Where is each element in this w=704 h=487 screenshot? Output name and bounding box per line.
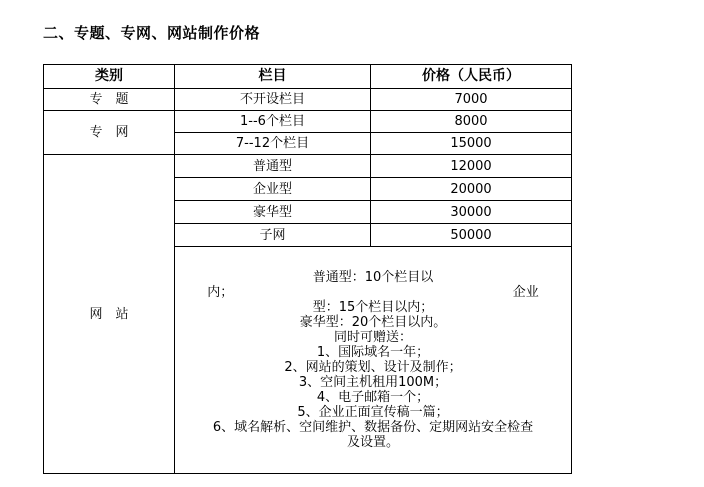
item-cell: 不开设栏目 [175, 89, 371, 111]
table-row [44, 155, 572, 178]
table-row [44, 89, 572, 111]
price-cell: 15000 [371, 133, 572, 155]
item-cell: 豪华型 [175, 201, 371, 224]
notes-line: 2、网站的策划、设计及制作； [284, 360, 462, 375]
price-cell: 50000 [371, 224, 572, 247]
notes-line: 普通型：10个栏目以 [312, 270, 434, 285]
notes-line: 豪华型：20个栏目以内。 [299, 315, 447, 330]
notes-line: 3、空间主机租用100M； [298, 375, 448, 390]
notes-line: 型：15个栏目以内； [312, 300, 434, 315]
table-row [44, 111, 572, 133]
header-price: 价格（人民币） [371, 65, 572, 89]
category-zhuanwang: 专 网 [44, 111, 175, 155]
item-cell: 1--6个栏目 [175, 111, 371, 133]
header-item: 栏目 [175, 65, 371, 89]
price-table [43, 64, 572, 474]
item-cell: 企业型 [175, 178, 371, 201]
header-category: 类别 [44, 65, 175, 89]
notes-line: 1、国际域名一年； [316, 345, 430, 360]
item-cell: 子网 [175, 224, 371, 247]
notes-line: 4、电子邮箱一个； [316, 390, 430, 405]
price-cell: 20000 [371, 178, 572, 201]
notes-line: 6、域名解析、空间维护、数据备份、定期网站安全检查 [212, 420, 534, 435]
item-cell: 7--12个栏目 [175, 133, 371, 155]
notes-line: 同时可赠送： [333, 330, 412, 345]
table-header-row [44, 65, 572, 89]
price-cell: 12000 [371, 155, 572, 178]
website-notes [175, 247, 572, 474]
notes-line: 及设置。 [346, 435, 399, 450]
category-zhuanti: 专 题 [44, 89, 175, 111]
item-cell: 普通型 [175, 155, 371, 178]
price-cell: 30000 [371, 201, 572, 224]
section-heading: 二、专题、专网、网站制作价格 [43, 24, 261, 42]
notes-line: 5、企业正面宣传稿一篇； [297, 405, 449, 420]
notes-line: 内； 企业 [207, 285, 539, 300]
category-wangzhan: 网 站 [44, 155, 175, 474]
price-cell: 8000 [371, 111, 572, 133]
price-cell: 7000 [371, 89, 572, 111]
